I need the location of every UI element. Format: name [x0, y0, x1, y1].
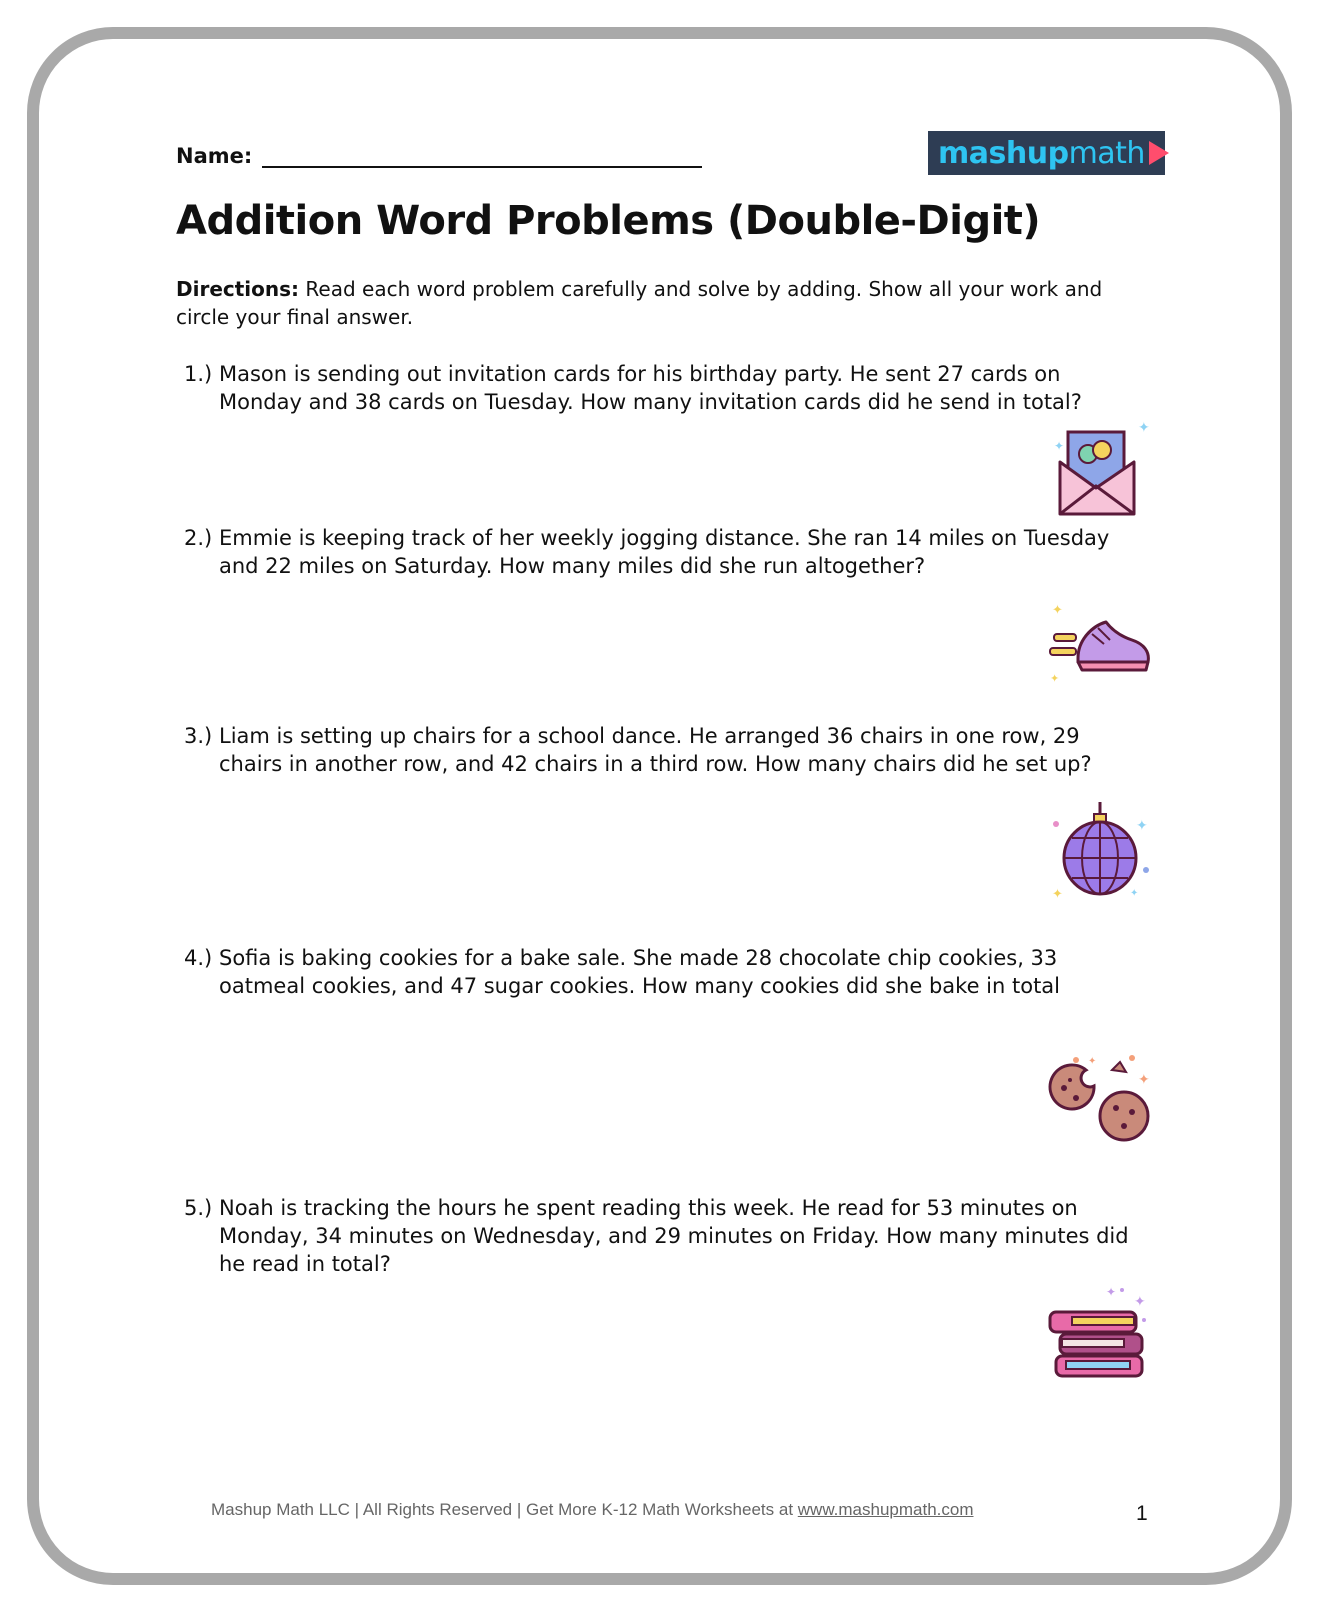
play-icon	[1149, 141, 1169, 165]
footer-text: Mashup Math LLC | All Rights Reserved | Get More K-12 Math Worksheets at	[211, 1500, 798, 1519]
name-label: Name:	[176, 144, 253, 168]
footer	[211, 1500, 974, 1520]
problem-4	[176, 944, 1156, 1000]
svg-text:✦: ✦	[1088, 1056, 1097, 1067]
problem-5	[176, 1194, 1156, 1278]
svg-text:✦: ✦	[1050, 672, 1060, 685]
problem-text: Liam is setting up chairs for a school dance. He arranged 36 chairs in one row, 29 chairs in another row, and 42 chairs in a third row. How many chairs did he set up?	[219, 724, 1092, 776]
problem-number: 5.)	[184, 1196, 213, 1220]
directions-text: Read each word problem carefully and solve by adding. Show all your work and circle your final answer.	[176, 277, 1103, 329]
svg-text:✦: ✦	[1106, 1285, 1117, 1299]
footer-link[interactable]: www.mashupmath.com	[797, 1500, 974, 1519]
page-title: Addition Word Problems (Double-Digit)	[176, 198, 1041, 244]
problem-number: 2.)	[184, 526, 213, 550]
mashupmath-logo	[928, 131, 1165, 175]
problem-3	[176, 722, 1156, 778]
svg-text:✦: ✦	[1136, 818, 1148, 834]
envelope-icon	[1050, 418, 1150, 518]
svg-text:✦: ✦	[1138, 420, 1150, 436]
svg-text:✦: ✦	[1054, 439, 1065, 453]
directions	[176, 275, 1156, 331]
svg-text:✦: ✦	[1130, 888, 1139, 899]
problem-text: Sofia is baking cookies for a bake sale. She made 28 chocolate chip cookies, 33 oatmeal cookies, and 47 sugar cookies. How many cookies did she bake in total	[219, 946, 1061, 998]
logo-math-text: math	[1068, 135, 1145, 171]
problem-number: 3.)	[184, 724, 213, 748]
running-shoe-icon	[1048, 600, 1154, 686]
disco-ball-icon	[1050, 800, 1150, 906]
problem-text: Mason is sending out invitation cards for his birthday party. He sent 27 cards on Monday and 38 cards on Tuesday. How many invitation cards did he send in total?	[219, 362, 1082, 414]
name-line	[262, 166, 702, 168]
books-icon	[1046, 1284, 1156, 1384]
page-number: 1	[1136, 1502, 1148, 1525]
logo-mashup-text: mashup	[938, 135, 1069, 171]
problem-number: 4.)	[184, 946, 213, 970]
directions-label: Directions:	[176, 277, 300, 301]
svg-text:✦: ✦	[1138, 1072, 1150, 1088]
svg-text:✦: ✦	[1134, 1294, 1146, 1310]
svg-text:✦: ✦	[1052, 603, 1063, 618]
svg-text:✦: ✦	[1052, 887, 1063, 902]
problem-2	[176, 524, 1156, 580]
cookies-icon	[1046, 1050, 1156, 1150]
problem-text: Noah is tracking the hours he spent reading this week. He read for 53 minutes on Monday, 34 minutes on Wednesday, and 29 minutes on Friday. How many minutes did he read in total?	[219, 1196, 1129, 1276]
problem-text: Emmie is keeping track of her weekly jogging distance. She ran 14 miles on Tuesday and 22 miles on Saturday. How many miles did she run altogether?	[219, 526, 1110, 578]
problem-number: 1.)	[184, 362, 213, 386]
problem-1	[176, 360, 1156, 416]
